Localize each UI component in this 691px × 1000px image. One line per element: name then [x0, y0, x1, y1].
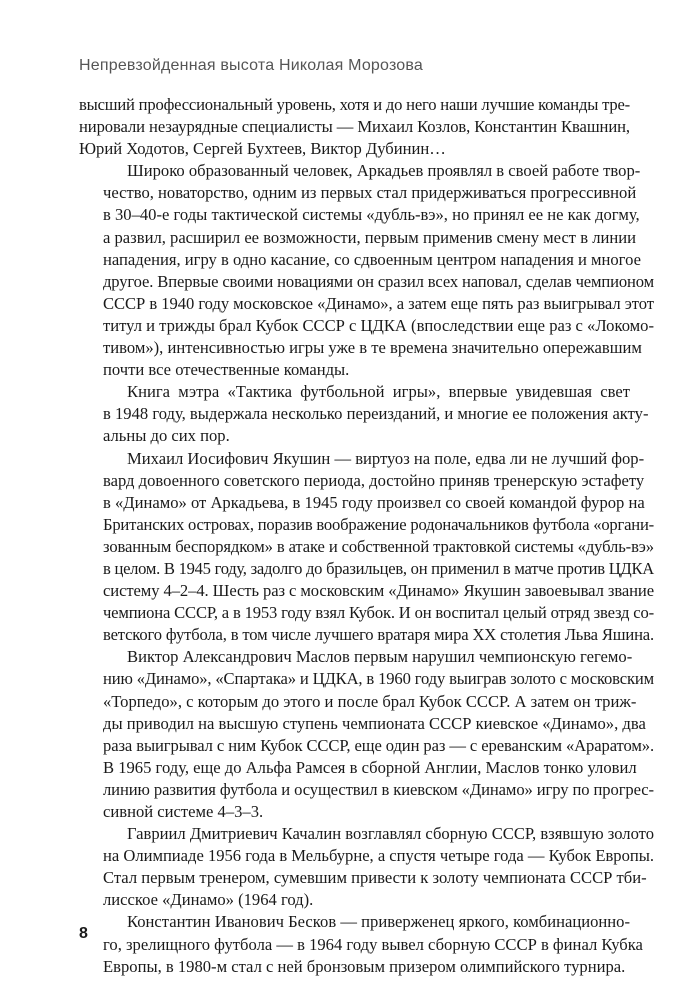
text-line: ветского футбола, в том числе лучшего вратаря мира XX столетия Льва Яшина.: [103, 625, 654, 645]
text-line: СССР в 1940 году московское «Динамо», а затем еще пять раз выигрывал этот: [103, 293, 654, 313]
text-line: Юрий Ходотов, Сергей Бухтеев, Виктор Дубинин…: [79, 139, 446, 159]
text-line: Константин Иванович Бесков — приверженец яркого, комбинационно-: [127, 912, 630, 932]
text-line: другое. Впервые своими новациями он сразил всех наповал, сделав чемпионом: [103, 271, 654, 291]
text-line: на Олимпиаде 1956 года в Мельбурне, а спустя четыре года — Кубок Европы.: [103, 846, 654, 866]
text-line: раза выигрывал с ним Кубок СССР, еще один раз — с ереванским «Араратом».: [103, 735, 654, 755]
paragraph: [79, 823, 654, 911]
text-line: альны до сих пор.: [103, 426, 230, 446]
text-line: нию «Динамо», «Спартака» и ЦДКА, в 1960 году выиграв золото с московским: [103, 669, 654, 689]
text-line: го, зрелищного футбола — в 1964 году вывел сборную СССР в финал Кубка: [103, 934, 643, 954]
text-line: Михаил Иосифович Якушин — виртуоз на поле, едва ли не лучший фор-: [127, 448, 645, 468]
text-line: Гавриил Дмитриевич Качалин возглавлял сборную СССР, взявшую золото: [127, 824, 654, 844]
text-line: в 30–40-е годы тактической системы «дубль-вэ», но принял ее не как догму,: [103, 205, 640, 225]
text-line: в «Динамо» от Аркадьева, в 1945 году произвел со своей командой фурор на: [103, 492, 645, 512]
text-line: ды приводил на высшую ступень чемпионата СССР киевское «Динамо», два: [103, 713, 646, 733]
text-line: высший профессиональный уровень, хотя и до него наши лучшие команды тре-: [79, 95, 630, 114]
paragraph: [79, 911, 643, 977]
paragraph: [79, 160, 654, 381]
text-line: Виктор Александрович Маслов первым нарушил чемпионскую гегемо-: [127, 647, 633, 667]
text-line: Европы, в 1980-м стал с ней бронзовым призером олимпийского турнира.: [103, 956, 626, 976]
text-line: линию развития футбола и осуществил в киевском «Динамо» игру по прогрес-: [103, 779, 654, 799]
text-line: нировали незаурядные специалисты — Михаил Козлов, Константин Квашнин,: [79, 117, 630, 137]
text-line: в 1948 году, выдержала несколько переизданий, и многие ее положения акту-: [103, 404, 649, 424]
running-header: Непревзойденная высота Николая Морозова: [79, 57, 424, 74]
text-line: а развил, расширил ее возможности, первым применив смену мест в линии: [103, 227, 636, 247]
body-text: [79, 94, 654, 978]
text-line: вард довоенного советского периода, достойно приняв тренерскую эстафету: [103, 470, 645, 490]
page-number: 8: [79, 925, 88, 942]
text-line: зованным беспорядком» в атаке и собственной трактовкой системы «дубль-вэ»: [103, 536, 654, 556]
text-line: чество, новаторство, одним из первых стал придерживаться прогрессивной: [103, 183, 637, 203]
text-line: лисское «Динамо» (1964 год).: [103, 890, 314, 910]
paragraph: [79, 94, 630, 160]
text-line: В 1965 году, еще до Альфа Рамсея в сборной Англии, Маслов тонко уловил: [103, 757, 637, 777]
text-line: тивом»), интенсивностью игры уже в те времена значительно опережавшим: [103, 338, 642, 358]
text-line: Книга мэтра «Тактика футбольной игры», впервые увидевшая свет: [127, 382, 630, 402]
text-line: титул и трижды брал Кубок СССР с ЦДКА (впоследствии еще раз с «Локомо-: [103, 315, 654, 335]
text-line: Стал первым тренером, сумевшим привести к золоту чемпионата СССР тби-: [103, 868, 647, 888]
text-line: Британских островах, поразив воображение родоначальников футбола «органи-: [103, 514, 654, 534]
paragraph: [79, 381, 649, 447]
text-line: чемпиона СССР, а в 1953 году взял Кубок. И он воспитал целый отряд звезд со-: [103, 603, 654, 623]
text-line: сивной системе 4–3–3.: [103, 802, 264, 821]
text-line: систему 4–2–4. Шесть раз с московским «Динамо» Якушин завоевывал звание: [103, 581, 654, 601]
text-line: «Торпедо», с которым до этого и после брал Кубок СССР. А затем он триж-: [103, 691, 637, 711]
paragraph: [79, 646, 654, 823]
text-line: почти все отечественные команды.: [103, 360, 350, 380]
text-line: Широко образованный человек, Аркадьев проявлял в своей работе твор-: [127, 161, 641, 181]
text-line: в целом. В 1945 году, задолго до бразильцев, он применил в матче против ЦДКА: [103, 558, 654, 578]
text-line: нападения, игру в одно касание, со сдвоенным центром нападения и многое: [103, 249, 641, 269]
paragraph: [79, 448, 654, 647]
